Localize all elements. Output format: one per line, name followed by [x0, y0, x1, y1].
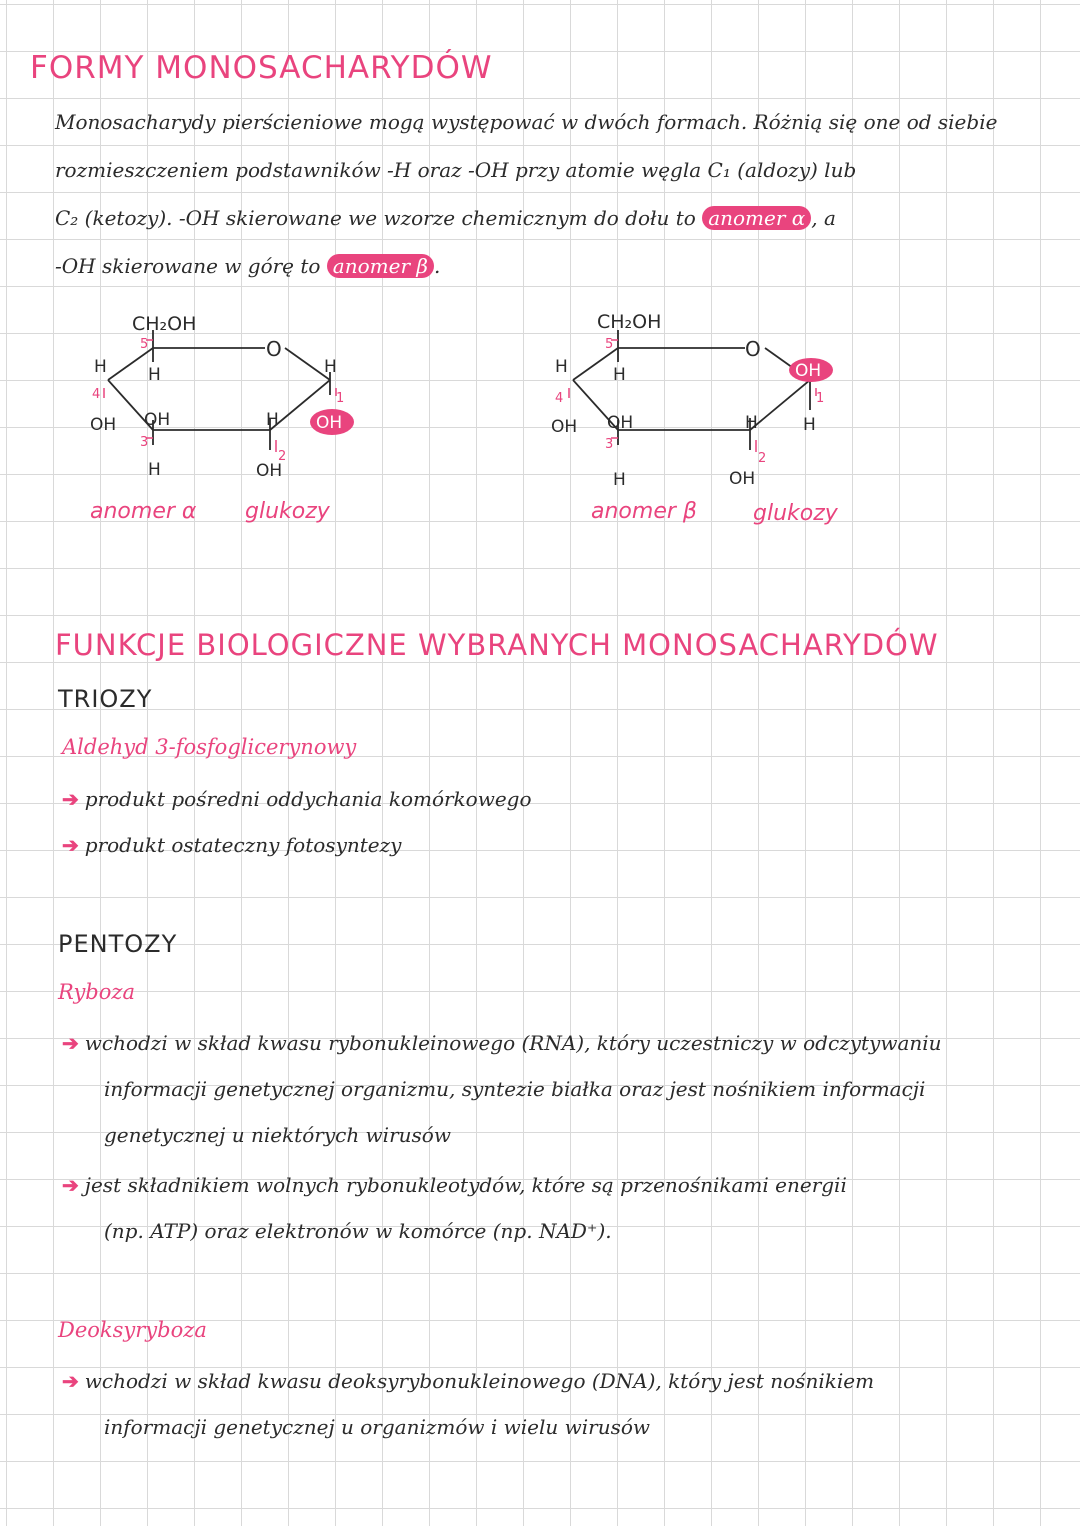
highlight-anomer-alpha: anomer α	[702, 206, 811, 230]
arrow-icon: ➔	[62, 1031, 79, 1055]
alpha-glucose-structure	[80, 300, 480, 550]
arrow-icon: ➔	[62, 1369, 79, 1393]
beta-c5: 5	[605, 337, 614, 352]
beta-h-left: H	[555, 357, 568, 377]
ribose-bullet-1: ➔ wchodzi w skład kwasu rybonukleinowego (RNA), który uczestniczy w odczytywaniu informacji genetycznej organizmu, syntezie białka oraz jest nośnikiem informacji genetycznej u niektórych wirusów	[62, 1031, 942, 1147]
alpha-h-c1: H	[324, 357, 337, 377]
alpha-h-left: H	[94, 357, 107, 377]
beta-ring-o: O	[745, 337, 761, 361]
beta-h-c3-bottom: H	[613, 470, 626, 490]
beta-oh-c3-top: OH	[607, 413, 634, 433]
trioses-name: Aldehyd 3-fosfoglicerynowy	[62, 735, 357, 759]
beta-c1: 1	[816, 391, 825, 406]
beta-oh-c2: OH	[729, 469, 756, 489]
alpha-caption-anomer: anomer α	[90, 499, 197, 524]
beta-oh-c1: OH	[795, 361, 822, 381]
arrow-icon: ➔	[62, 787, 79, 811]
beta-caption-anomer: anomer β	[591, 499, 697, 524]
deoxyribose-bullet-1: ➔ wchodzi w skład kwasu deoksyrybonukleinowego (DNA), który jest nośnikiem informacji genetycznej u organizmów i wielu wirusów	[62, 1369, 875, 1439]
pentoses-heading: PENTOZY	[58, 930, 178, 958]
arrow-icon: ➔	[62, 833, 79, 857]
beta-c2: 2	[758, 451, 767, 466]
alpha-ch2oh: CH₂OH	[132, 313, 197, 335]
alpha-oh-c1: OH	[316, 413, 343, 433]
alpha-c2: 2	[278, 449, 287, 464]
trioses-bullet-2: ➔ produkt ostateczny fotosyntezy	[62, 833, 402, 857]
beta-h-c5: H	[613, 365, 626, 385]
alpha-caption-glukozy: glukozy	[245, 499, 330, 524]
forms-line-3: C₂ (ketozy). -OH skierowane we wzorze chemicznym do dołu to anomer α , a	[55, 206, 836, 230]
alpha-h-c2: H	[266, 410, 279, 430]
beta-h-c2: H	[745, 413, 758, 433]
alpha-h-c3-bottom: H	[148, 460, 161, 480]
forms-line-1: Monosacharydy pierścieniowe mogą występować w dwóch formach. Różnią się one od siebie	[55, 110, 998, 134]
beta-ch2oh: CH₂OH	[597, 311, 662, 333]
forms-line-2: rozmieszczeniem podstawników -H oraz -OH przy atomie węgla C₁ (aldozy) lub	[55, 158, 857, 182]
ribose-bullet-2: ➔ jest składnikiem wolnych rybonukleotydów, które są przenośnikami energii (np. ATP) oraz elektronów w komórce (np. NAD⁺).	[62, 1173, 847, 1243]
beta-oh-left: OH	[551, 417, 578, 437]
beta-glucose-structure	[545, 300, 945, 550]
alpha-c1: 1	[336, 391, 345, 406]
deoxyribose-name: Deoksyryboza	[58, 1318, 207, 1342]
alpha-ring-o: O	[266, 337, 282, 361]
forms-title: FORMY MONOSACHARYDÓW	[30, 50, 493, 86]
ribose-name: Ryboza	[58, 980, 135, 1004]
arrow-icon: ➔	[62, 1173, 79, 1197]
alpha-oh-left: OH	[90, 415, 117, 435]
alpha-c5: 5	[140, 337, 149, 352]
functions-title: FUNKCJE BIOLOGICZNE WYBRANYCH MONOSACHARYDÓW	[55, 628, 939, 662]
alpha-c4: 4	[92, 387, 101, 402]
trioses-bullet-1: ➔ produkt pośredni oddychania komórkowego	[62, 787, 532, 811]
forms-line-4: -OH skierowane w górę to anomer β .	[55, 254, 441, 278]
alpha-oh-c2: OH	[256, 461, 283, 481]
beta-h-c1: H	[803, 415, 816, 435]
beta-c3: 3	[605, 437, 614, 452]
alpha-h-c5: H	[148, 365, 161, 385]
beta-c4: 4	[555, 391, 564, 406]
alpha-oh-c3-top: OH	[144, 410, 171, 430]
trioses-heading: TRIOZY	[58, 685, 153, 713]
forms-paragraph	[55, 98, 1055, 290]
highlight-anomer-beta: anomer β	[327, 254, 434, 278]
beta-caption-glukozy: glukozy	[753, 501, 838, 526]
alpha-c3: 3	[140, 435, 149, 450]
